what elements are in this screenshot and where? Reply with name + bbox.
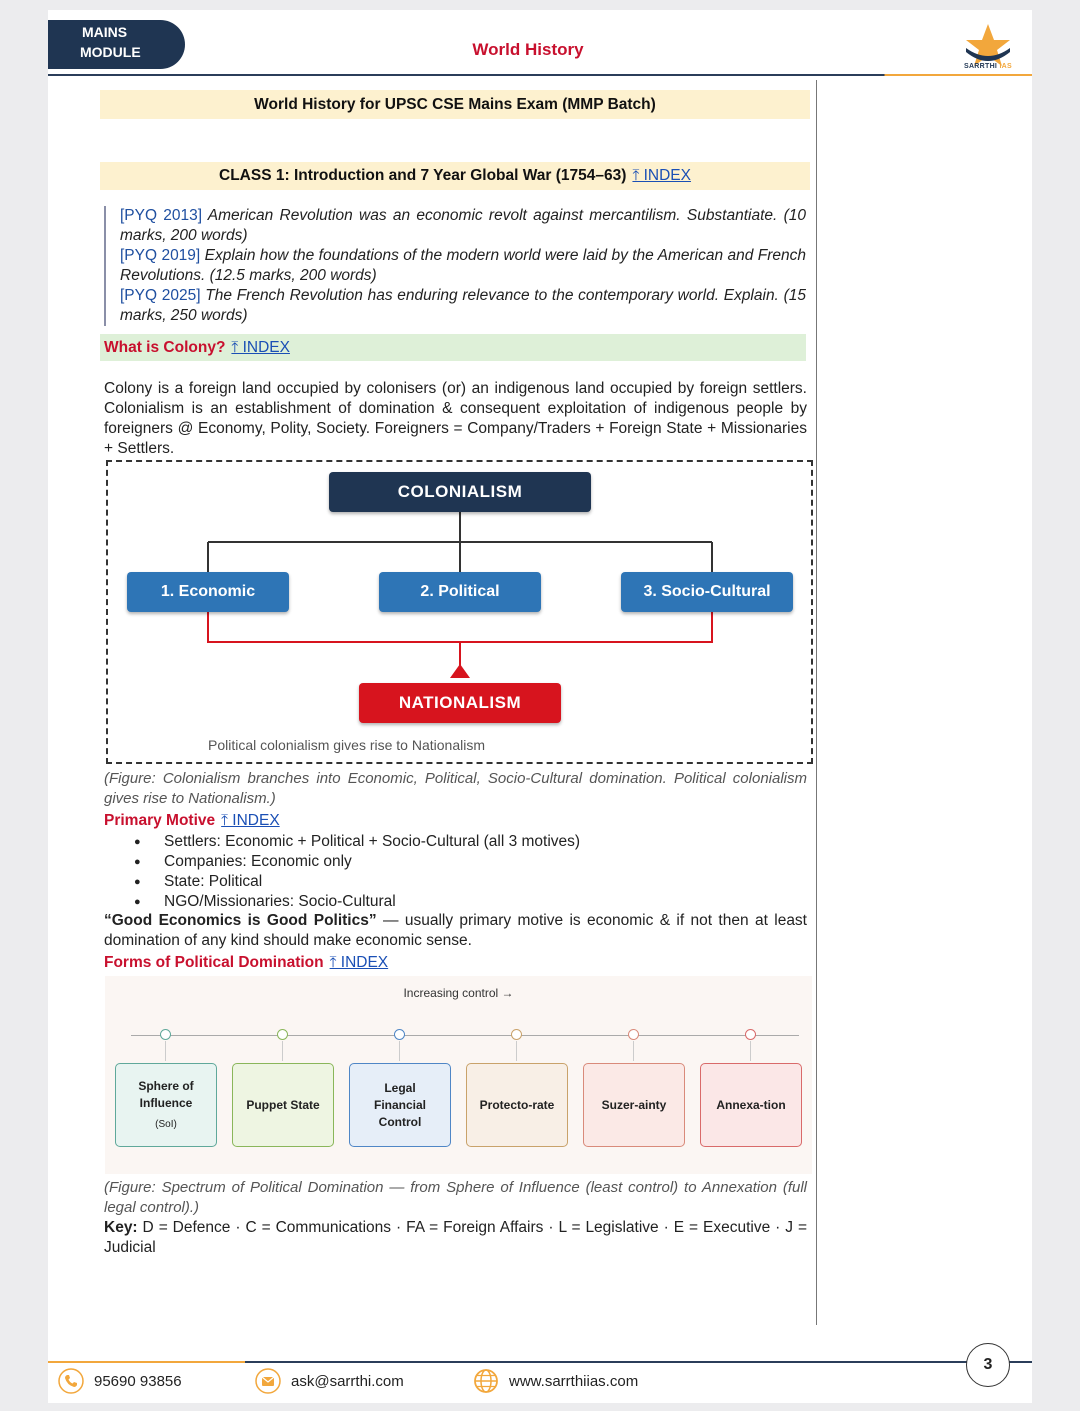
spectrum-node-icon — [394, 1029, 405, 1040]
email-text: ask@sarrthi.com — [291, 1372, 404, 1390]
spectrum-card — [466, 1063, 568, 1147]
forms-heading — [104, 954, 388, 972]
spectrum-card — [232, 1063, 334, 1147]
index-link[interactable]: ⤒ INDEX — [632, 167, 691, 184]
spectrum-card-label: Legal Financial Control — [373, 1080, 426, 1129]
spectrum-node-icon — [160, 1029, 171, 1040]
spectrum-stem — [516, 1041, 517, 1061]
spectrum-card — [115, 1063, 217, 1147]
key-text: D = Defence · C = Communications · FA = Foreign Affairs · L = Legislative · E = Executive · J = Judicial — [104, 1219, 807, 1256]
spectrum-stem — [165, 1041, 166, 1061]
key-label: Key: — [104, 1219, 138, 1236]
badge-line-1: MAINS — [82, 24, 128, 40]
footer-email[interactable] — [255, 1368, 404, 1394]
economic-box: 1. Economic — [127, 572, 289, 612]
list-item: ● State: Political — [134, 872, 580, 892]
quote-rest: — usually primary motive is economic & if not then at least domination of any kind should make economic sense. — [104, 912, 807, 949]
motive-heading-text: Primary Motive — [104, 812, 216, 829]
module-badge — [48, 20, 185, 69]
badge-line-2: MODULE — [80, 44, 141, 60]
footer-website[interactable] — [473, 1368, 638, 1394]
colony-paragraph: Colony is a foreign land occupied by colonisers (or) an indigenous land occupied by foreign settlers. Colonialism is an establishment of domination & consequent exploitation of indigenous people by foreigners @ Economy, Polity, Society. Foreigners = Company/Traders + Foreign State + Missionaries + Settlers. — [104, 380, 807, 457]
spectrum-card — [583, 1063, 685, 1147]
list-item: ● NGO/Missionaries: Socio-Cultural — [134, 892, 580, 912]
key-paragraph — [104, 1218, 807, 1258]
spectrum-card-label: Protecto-rate — [479, 1097, 555, 1112]
index-link[interactable]: ⤒ INDEX — [231, 339, 290, 356]
pyq-item — [120, 286, 806, 326]
list-item: ● Settlers: Economic + Political + Socio-Cultural (all 3 motives) — [134, 832, 580, 852]
globe-icon — [473, 1368, 499, 1394]
motive-list — [134, 832, 580, 912]
email-icon — [255, 1368, 281, 1394]
spectrum-stem — [282, 1041, 283, 1061]
colony-heading — [100, 334, 806, 361]
spectrum-stem — [399, 1041, 400, 1061]
pyq-tag: [PYQ 2019] — [120, 247, 201, 264]
political-box: 2. Political — [379, 572, 541, 612]
figure-2-caption: (Figure: Spectrum of Political Domination — from Sphere of Influence (least control) to Annexation (full legal control).) — [104, 1179, 807, 1216]
pyq-tag: [PYQ 2025] — [120, 287, 201, 304]
spectrum-axis — [131, 1035, 799, 1036]
spectrum-card — [349, 1063, 451, 1147]
pyq-text: American Revolution was an economic revolt against mercantilism. Substantiate. (10 marks, 200 words) — [120, 207, 806, 244]
page-number: 3 — [966, 1343, 1010, 1387]
footer-phone[interactable] — [58, 1368, 182, 1394]
increasing-control-label: Increasing control → — [403, 986, 514, 1000]
spectrum-card-label: Annexa-tion — [716, 1097, 786, 1112]
class-heading-text: CLASS 1: Introduction and 7 Year Global War (1754–63) — [219, 167, 627, 184]
pyq-text: The French Revolution has enduring relevance to the contemporary world. Explain. (15 marks, 250 words) — [120, 287, 806, 324]
document-page — [48, 10, 1032, 1403]
document-title: World History — [472, 40, 584, 59]
quote-paragraph — [104, 911, 807, 951]
page-banner: World History for UPSC CSE Mains Exam (MMP Batch) — [100, 90, 810, 119]
pyq-tag: [PYQ 2013] — [120, 207, 203, 224]
motive-heading — [104, 812, 280, 830]
spectrum-stem — [750, 1041, 751, 1061]
footer-divider — [48, 1361, 1032, 1363]
spectrum-card — [700, 1063, 802, 1147]
spectrum-node-icon — [745, 1029, 756, 1040]
figure-1-caption: (Figure: Colonialism branches into Economic, Political, Socio-Cultural domination. Political colonialism gives rise to Nationalism.) — [104, 770, 807, 807]
colonialism-box: COLONIALISM — [329, 472, 591, 512]
pyq-item — [120, 206, 806, 246]
spectrum-card-sub: (SoI) — [155, 1118, 177, 1130]
forms-heading-text: Forms of Political Domination — [104, 954, 324, 971]
diagram-note: Political colonialism gives rise to Nationalism — [208, 737, 485, 753]
margin-line — [816, 80, 817, 1325]
pyq-text: Explain how the foundations of the modern world were laid by the American and French Revolutions. (12.5 marks, 200 words) — [120, 247, 806, 284]
quote-bold: “Good Economics is Good Politics” — [104, 912, 377, 929]
phone-icon — [58, 1368, 84, 1394]
pyq-block — [104, 206, 806, 326]
domination-spectrum — [105, 976, 812, 1174]
pyq-item — [120, 246, 806, 286]
class-heading — [100, 162, 810, 190]
colony-heading-text: What is Colony? — [104, 339, 226, 356]
logo-text: SARRTHI IAS — [963, 63, 1013, 70]
spectrum-node-icon — [628, 1029, 639, 1040]
spectrum-card-label: Suzer-ainty — [601, 1097, 667, 1112]
socio-cultural-box: 3. Socio-Cultural — [621, 572, 793, 612]
index-link[interactable]: ⤒ INDEX — [329, 954, 389, 971]
nationalism-box: NATIONALISM — [359, 683, 561, 723]
spectrum-node-icon — [511, 1029, 522, 1040]
spectrum-stem — [633, 1041, 634, 1061]
index-link[interactable]: ⤒ INDEX — [221, 812, 280, 829]
list-item: ● Companies: Economic only — [134, 852, 580, 872]
header-divider — [48, 74, 1032, 76]
spectrum-card-label: Puppet State — [246, 1097, 320, 1112]
website-text: www.sarrthiias.com — [509, 1372, 639, 1390]
spectrum-card-label: Sphere of Influence — [138, 1078, 194, 1110]
colonialism-diagram — [106, 460, 813, 764]
phone-text: 95690 93856 — [94, 1372, 182, 1390]
spectrum-node-icon — [277, 1029, 288, 1040]
